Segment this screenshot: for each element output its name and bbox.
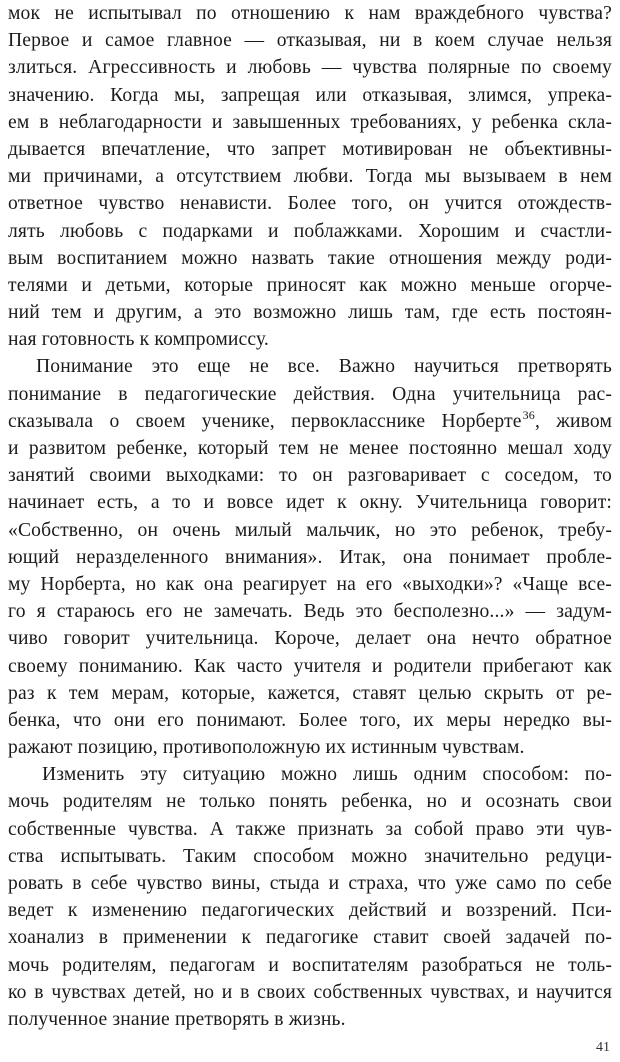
text-segment: сказывала о своем ученике, первокласснике Норберте: [8, 410, 522, 432]
text-line: Понимание это еще не все. Важно научиться претворять: [36, 356, 612, 378]
page-body: [8, 0, 612, 1033]
text-line: бенка, что они его понимают. Более того, их меры нередко вы-: [8, 709, 612, 731]
text-line: полученное знание претворять в жизнь.: [8, 1008, 346, 1030]
text-line: му Норберта, но как она реагирует на его «выходки»? «Чаще все-: [8, 573, 612, 595]
text-line: своему пониманию. Как часто учителя и родители прибегают как: [8, 655, 612, 677]
text-line: лять любовь с подарками и поблажками. Хорошим и счастли-: [8, 220, 612, 242]
text-line: ми причинами, а отсутствием любви. Тогда мы вызываем в нем: [8, 166, 612, 188]
text-line: дывается впечатление, что запрет мотивирован не объективны-: [8, 138, 612, 160]
text-line: ровать в себе чувство вины, стыда и страха, что уже само по себе: [8, 873, 612, 894]
text-line: ем в неблагодарности и завышенных требованиях, у ребенка скла-: [8, 111, 612, 133]
text-line: мочь родителям не только понять ребенка, но и осознать свои: [8, 791, 612, 813]
text-line: вым воспитанием можно назвать такие отношения между роди-: [8, 247, 612, 269]
text-line: Изменить эту ситуацию можно лишь одним способом: по-: [42, 764, 612, 786]
footnote-reference[interactable]: 36: [522, 407, 535, 422]
text-line: значению. Когда мы, запрещая или отказывая, злимся, упрека-: [8, 84, 612, 106]
text-line: ства испытывать. Таким способом можно значительно редуци-: [8, 845, 612, 867]
text-line: ний тем и другим, а это возможно лишь там, где есть постоян-: [8, 302, 612, 324]
text-line: мочь родителям, педагогам и воспитателям разобраться не толь-: [8, 954, 612, 976]
text-line: Первое и самое главное — отказывая, ни в коем случае нельзя: [8, 30, 612, 52]
text-segment: , живом: [534, 410, 612, 432]
paragraph-2: [8, 353, 612, 761]
text-line: чиво говорит учительница. Короче, делает она нечто обратное: [8, 628, 612, 650]
text-line: го я стараюсь его не замечать. Ведь это бесполезно...» — задум-: [8, 601, 612, 623]
text-line: раз к тем мерам, которые, кажется, ставят целью скрыть от ре-: [8, 682, 612, 704]
text-line: ражают позицию, противоположную их истинным чувствам.: [8, 737, 525, 759]
text-line: мок не испытывал по отношению к нам враждебного чувства?: [8, 3, 612, 24]
text-line: телями и детьми, которые приносят как можно меньше огорче-: [8, 274, 612, 296]
text-line-with-footnote: [8, 408, 612, 435]
text-line: ная готовность к компромиссу.: [8, 329, 269, 351]
paragraph-3: [8, 761, 612, 1033]
text-line: хоанализ в применении к педагогике ставит своей задачей по-: [8, 927, 612, 949]
text-line: ответное чувство ненависти. Более того, он учится отождеств-: [8, 193, 612, 215]
text-line: злиться. Агрессивность и любовь — чувства полярные по своему: [8, 57, 612, 79]
text-line: собственные чувства. А также признать за собой право эти чув-: [8, 818, 612, 840]
text-line: начинает есть, а то и вовсе идет к окну. Учительница говорит:: [8, 492, 612, 514]
text-line: ко в чувствах детей, но и в своих собственных чувствах, и научится: [8, 981, 612, 1003]
text-line: занятий своими выходками: то он разговаривает с соседом, то: [8, 465, 612, 487]
text-line: понимание в педагогические действия. Одна учительница рас-: [8, 383, 612, 405]
text-line: ведет к изменению педагогических действий и воззрений. Пси-: [8, 900, 612, 922]
text-line: и развитом ребенке, который тем не менее постоянно мешал ходу: [8, 438, 612, 459]
text-line: ющий неразделенного внимания». Итак, она понимает пробле-: [8, 546, 612, 568]
text-line: «Собственно, он очень милый мальчик, но это ребенок, требу-: [8, 519, 612, 541]
paragraph-1: [8, 0, 612, 353]
page-number: 41: [596, 1040, 610, 1055]
